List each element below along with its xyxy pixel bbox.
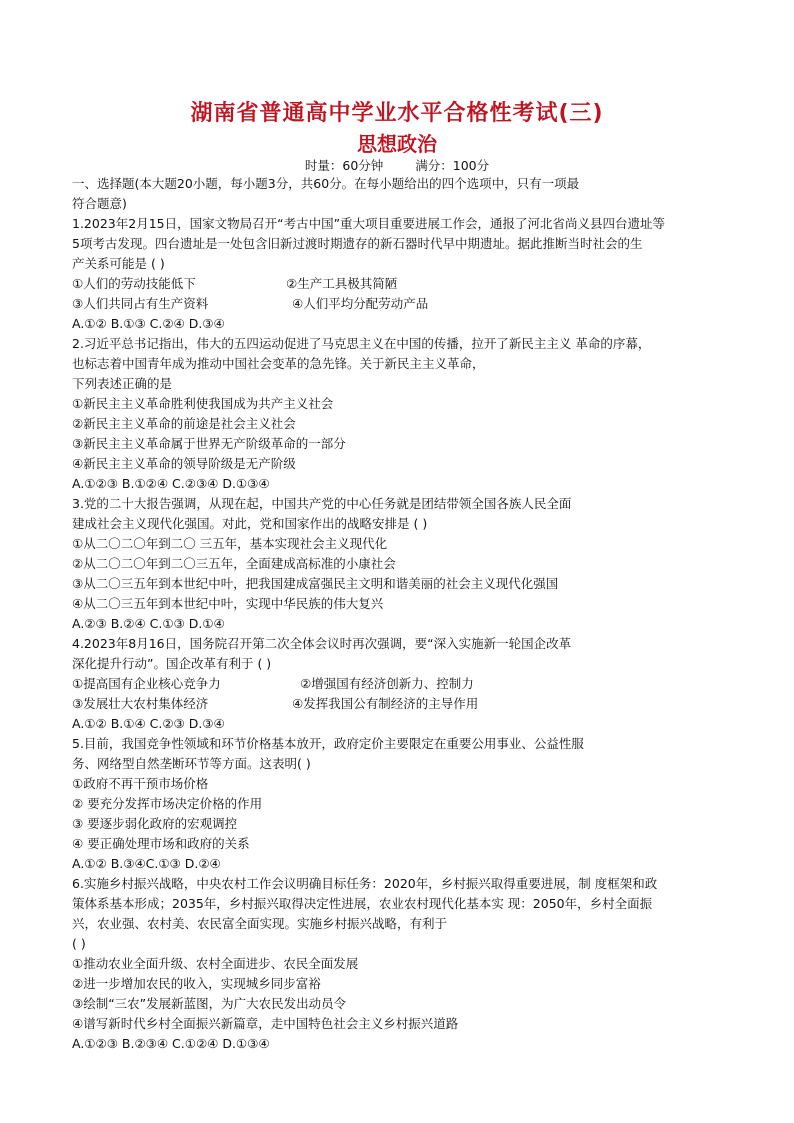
option-item: ② 要充分发挥市场决定价格的作用	[72, 796, 263, 811]
option-item: ①推动农业全面升级、农村全面进步、农民全面发展	[72, 956, 359, 971]
question-2-answers: A.①②③ B.①②④ C.②③④ D.①③④	[72, 476, 270, 491]
question-6-stem: ( )	[72, 936, 86, 951]
question-6-answers: A.①②③ B.②③④ C.①②④ D.①③④	[72, 1036, 270, 1051]
question-2-stem: 下列表述正确的是	[72, 376, 173, 391]
exam-meta	[0, 156, 794, 174]
option-item: ③绘制“三农”发展新蓝图，为广大农民发出动员令	[72, 996, 347, 1011]
question-2-stem: 2.习近平总书记指出，伟大的五四运动促进了马克思主义在中国的传播，拉开了新民主主义 革命的序幕，	[72, 336, 651, 351]
option-item: ④谱写新时代乡村全面振兴新篇章，走中国特色社会主义乡村振兴道路	[72, 1016, 459, 1031]
option-item: ④从二〇三五年到本世纪中叶，实现中华民族的伟大复兴	[72, 596, 384, 611]
question-1-stem: 1.2023年2月15日，国家文物局召开“考古中国”重大项目重要进展工作会，通报了河北省尚义县四台遗址等	[72, 216, 666, 231]
option-item: ④发挥我国公有制经济的主导作用	[292, 696, 479, 711]
question-3-stem: 建成社会主义现代化强国。对此，党和国家作出的战略安排是 ( )	[72, 516, 428, 531]
option-item: ①政府不再干预市场价格	[72, 776, 209, 791]
question-1-options	[72, 274, 722, 294]
question-1-options	[72, 294, 722, 314]
option-item: ②从二〇二〇年到二〇三五年，全面建成高标准的小康社会	[72, 556, 396, 571]
question-1-stem: 产关系可能是 ( )	[72, 256, 165, 271]
question-6-stem: 策体系基本形成；2035年，乡村振兴取得决定性进展，农业农村现代化基本实 现：2050年，乡村全面振	[72, 896, 653, 911]
question-4-options	[72, 674, 722, 694]
question-5-stem: 5.目前，我国竞争性领域和环节价格基本放开，政府定价主要限定在重要公用事业、公益性服	[72, 736, 584, 751]
question-4-stem: 深化提升行动”。国企改革有利于 ( )	[72, 656, 272, 671]
question-6-stem: 6.实施乡村振兴战略，中央农村工作会议明确目标任务：2020年，乡村振兴取得重要进展，制 度框架和政	[72, 876, 658, 891]
option-item: ③ 要逐步弱化政府的宏观调控	[72, 816, 238, 831]
exam-title: 湖南省普通高中学业水平合格性考试(三)	[190, 101, 604, 126]
question-3-stem: 3.党的二十大报告强调，从现在起，中国共产党的中心任务就是团结带领全国各族人民全面	[72, 496, 572, 511]
option-item: ②进一步增加农民的收入，实现城乡同步富裕	[72, 976, 321, 991]
question-3-answers: A.②③ B.②④ C.①③ D.①④	[72, 616, 225, 631]
question-body	[72, 174, 722, 1054]
question-4-options	[72, 694, 722, 714]
option-item: ④ 要正确处理市场和政府的关系	[72, 836, 250, 851]
option-item: ①人们的劳动技能低下	[72, 276, 196, 291]
option-item: ③新民主主义革命属于世界无产阶级革命的一部分	[72, 436, 346, 451]
option-item: ②新民主主义革命的前途是社会主义社会	[72, 416, 296, 431]
question-6-stem: 兴，农业强、农村美、农民富全面实现。实施乡村振兴战略，有利于	[72, 916, 448, 931]
option-item: ①从二〇二〇年到二〇 三五年，基本实现社会主义现代化	[72, 536, 388, 551]
option-item: ③从二〇三五年到本世纪中叶，把我国建成富强民主文明和谐美丽的社会主义现代化强国	[72, 576, 559, 591]
section-instruction-cont: 符合题意)	[72, 196, 127, 211]
time-limit: 时量：60分钟	[304, 158, 384, 173]
option-item: ④新民主主义革命的领导阶级是无产阶级	[72, 456, 296, 471]
question-2-stem: 也标志着中国青年成为推动中国社会变革的急先锋。关于新民主主义革命，	[72, 356, 485, 371]
option-item: ②生产工具极其简陋	[286, 276, 398, 291]
question-1-stem: 5项考古发现。四台遗址是一处包含旧新过渡时期遗存的新石器时代早中期遗址。据此推断当时社会的生	[72, 236, 643, 251]
question-5-answers: A.①② B.③④C.①③ D.②④	[72, 856, 221, 871]
question-4-answers: A.①② B.①④ C.②③ D.③④	[72, 716, 225, 731]
option-item: ②增强国有经济创新力、控制力	[300, 676, 474, 691]
full-score: 满分：100分	[415, 158, 490, 173]
option-item: ①提高国有企业核心竞争力	[72, 676, 221, 691]
question-1-answers: A.①② B.①③ C.②④ D.③④	[72, 316, 225, 331]
option-item: ①新民主主义革命胜利使我国成为共产主义社会	[72, 396, 334, 411]
subject-title: 思想政治	[357, 132, 437, 156]
question-5-stem: 务、网络型自然垄断环节等方面。这表明( )	[72, 756, 311, 771]
option-item: ③人们共同占有生产资料	[72, 296, 209, 311]
section-instruction: 一、选择题(本大题20小题，每小题3分，共60分。在每小题给出的四个选项中，只有一项最	[72, 176, 580, 191]
question-4-stem: 4.2023年8月16日，国务院召开第二次全体会议时再次强调，要“深入实施新一轮国企改革	[72, 636, 572, 651]
option-item: ④人们平均分配劳动产品	[292, 296, 429, 311]
option-item: ③发展壮大农村集体经济	[72, 696, 209, 711]
